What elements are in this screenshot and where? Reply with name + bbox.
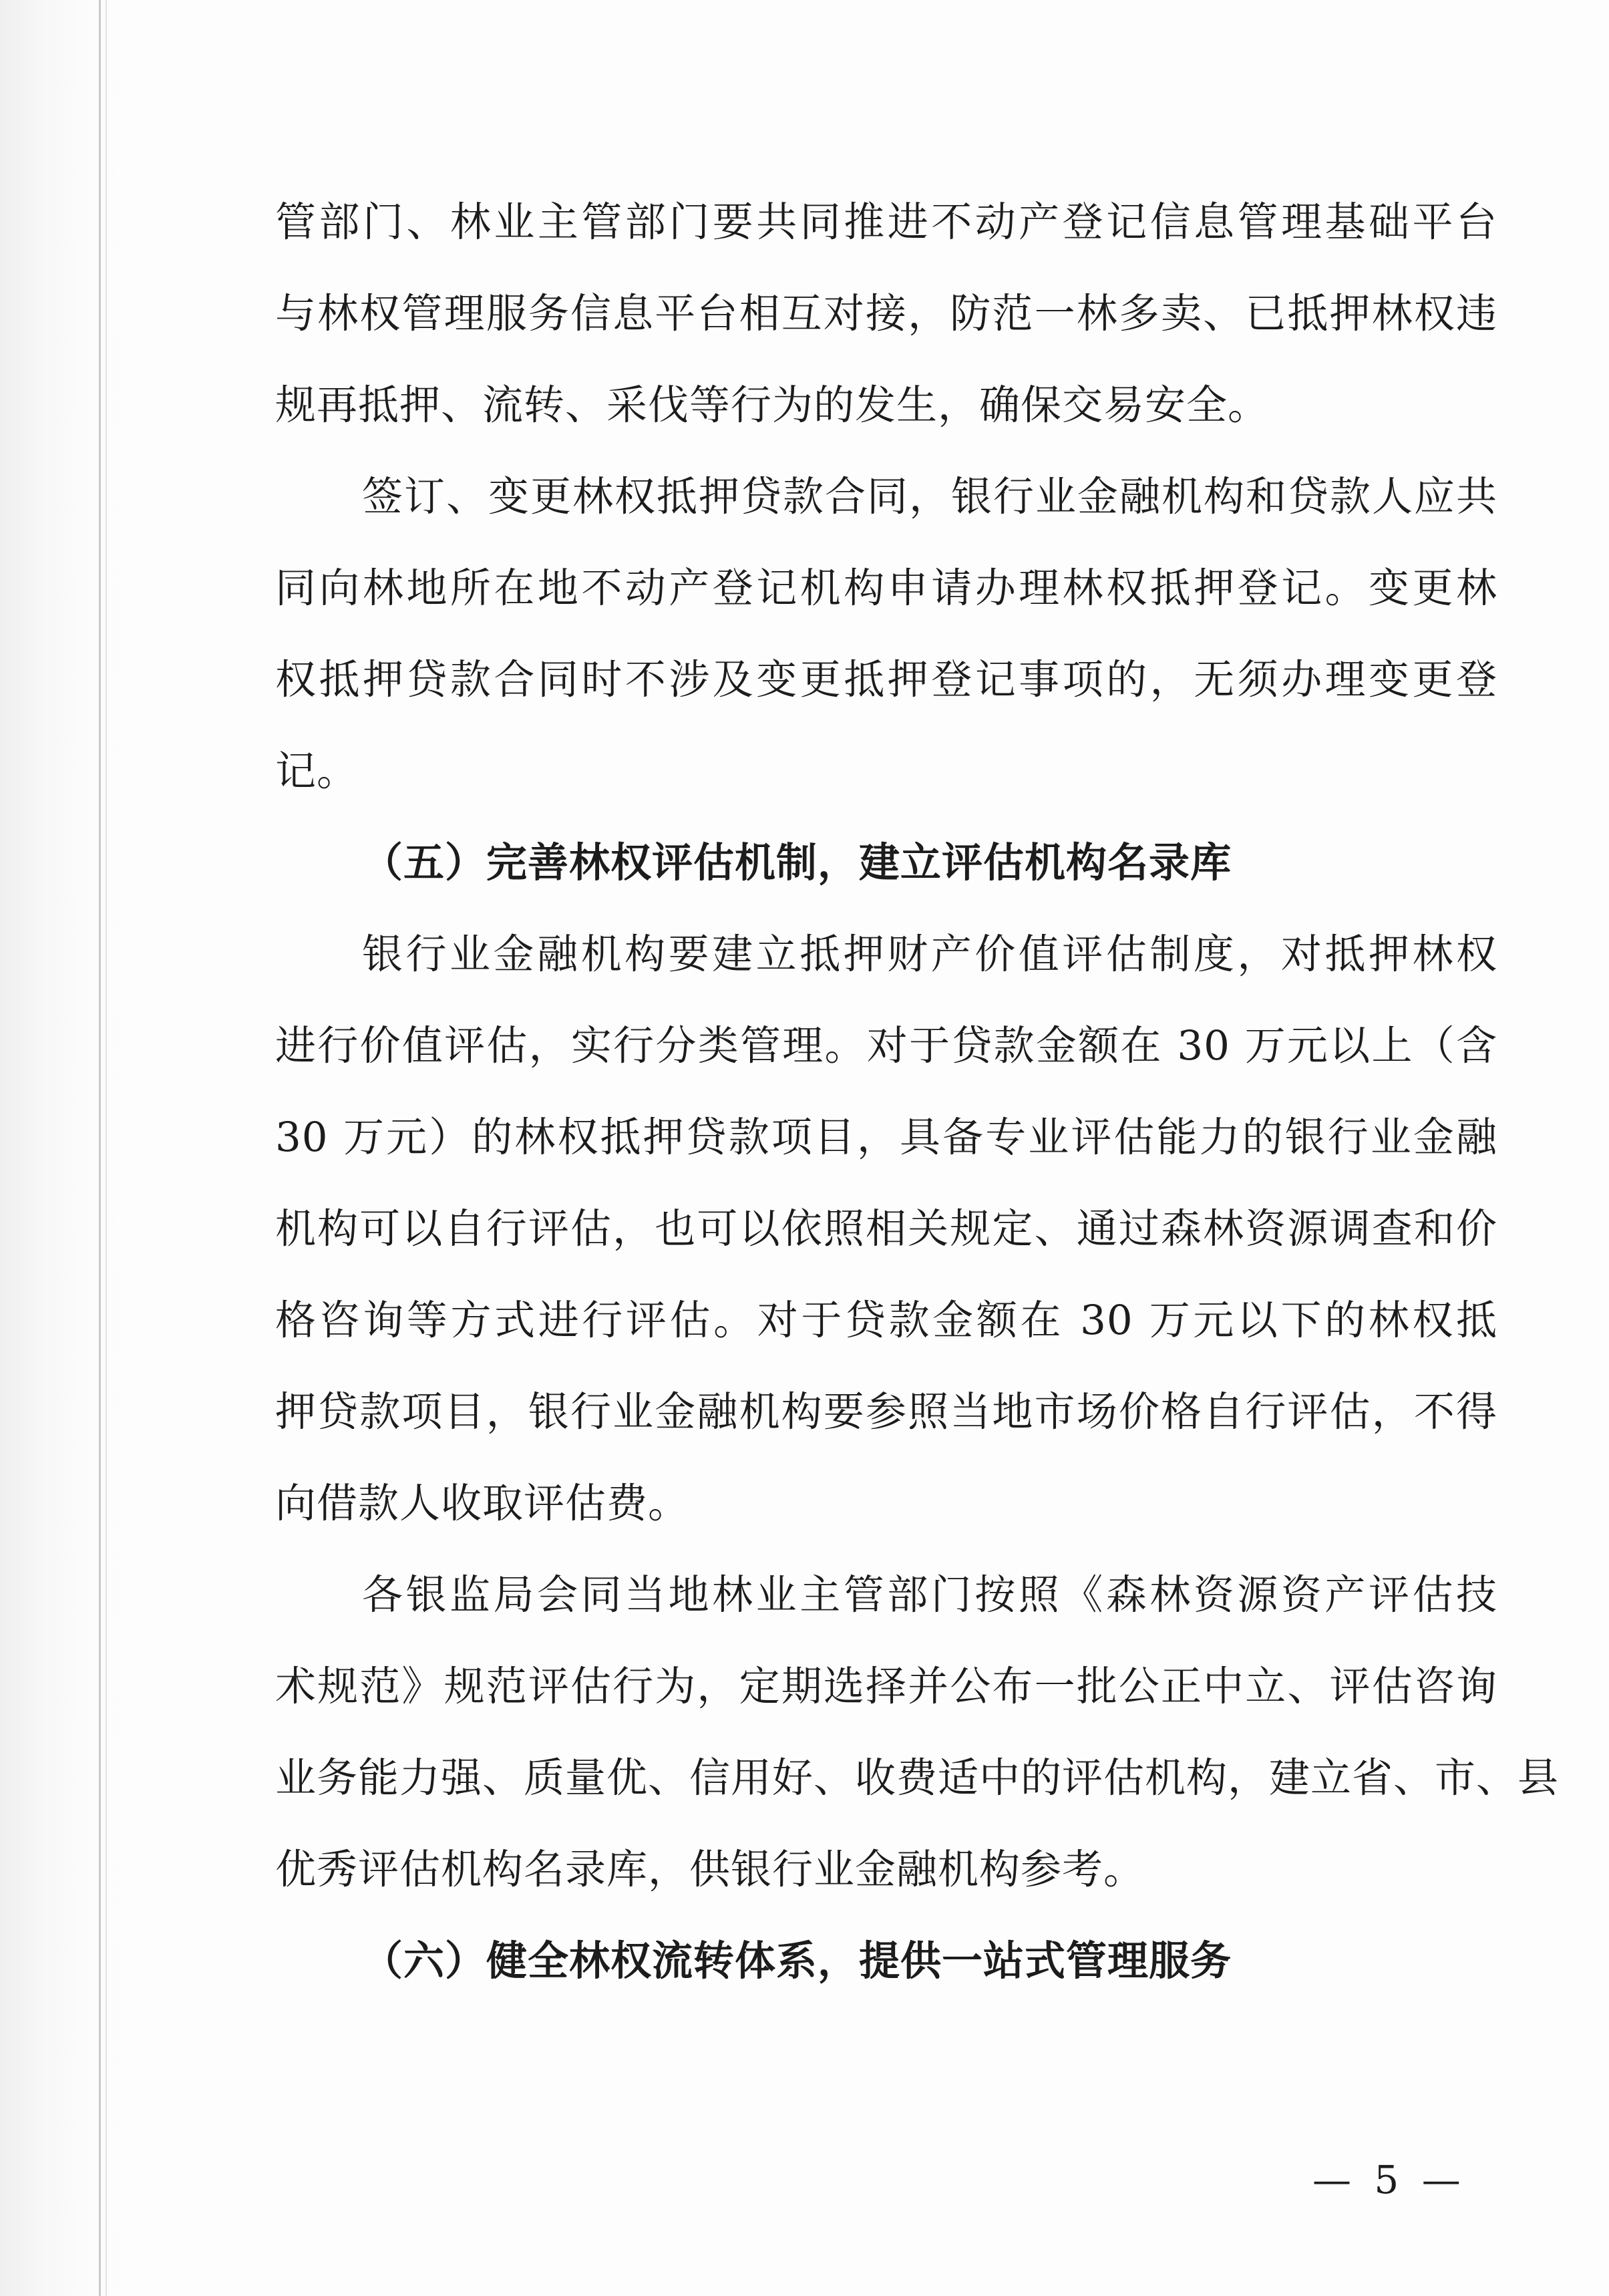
paragraph-first-line: 各银监局会同当地林业主管部门按照《森林资源资产评估技: [362, 1571, 1497, 1619]
text-line: 机构可以自行评估，也可以依照相关规定、通过森林资源调查和价: [275, 1205, 1497, 1253]
text-line: 优秀评估机构名录库，供银行业金融机构参考。: [275, 1846, 1145, 1893]
text-line: 向借款人收取评估费。: [275, 1480, 690, 1527]
text-line: 进行价值评估，实行分类管理。对于贷款金额在 30 万元以上（含: [275, 1022, 1497, 1070]
text-line: 业务能力强、质量优、信用好、收费适中的评估机构，建立省、市、县: [275, 1754, 1560, 1802]
paragraph-first-line: 签订、变更林权抵押贷款合同，银行业金融机构和贷款人应共: [362, 473, 1497, 520]
paragraph-first-line: 银行业金融机构要建立抵押财产价值评估制度，对抵押林权: [362, 931, 1497, 978]
text-line: 术规范》规范评估行为，定期选择并公布一批公正中立、评估咨询: [275, 1663, 1497, 1710]
text-line: 记。: [275, 748, 359, 795]
binding-edge: [99, 0, 101, 2296]
text-line: 管部门、林业主管部门要共同推进不动产登记信息管理基础平台: [275, 198, 1497, 246]
body-text: [275, 176, 1560, 2007]
text-line: 与林权管理服务信息平台相互对接，防范一林多卖、已抵押林权违: [275, 290, 1497, 337]
text-line: 同向林地所在地不动产登记机构申请办理林权抵押登记。变更林: [275, 564, 1497, 612]
text-line: 押贷款项目，银行业金融机构要参照当地市场价格自行评估，不得: [275, 1388, 1497, 1436]
text-line: 规再抵押、流转、采伐等行为的发生，确保交易安全。: [275, 381, 1270, 429]
text-line: 格咨询等方式进行评估。对于贷款金额在 30 万元以下的林权抵: [275, 1297, 1497, 1344]
section-heading-5: （五）完善林权评估机制，建立评估机构名录库: [362, 839, 1232, 886]
binding-edge-inner: [106, 0, 107, 2296]
page-number: — 5 —: [1312, 2157, 1466, 2202]
text-line: 30 万元）的林权抵押贷款项目，具备专业评估能力的银行业金融: [275, 1114, 1497, 1161]
section-heading-6: （六）健全林权流转体系，提供一站式管理服务: [362, 1937, 1232, 1985]
text-line: 权抵押贷款合同时不涉及变更抵押登记事项的，无须办理变更登: [275, 656, 1497, 703]
binding-shadow: [0, 0, 127, 2296]
